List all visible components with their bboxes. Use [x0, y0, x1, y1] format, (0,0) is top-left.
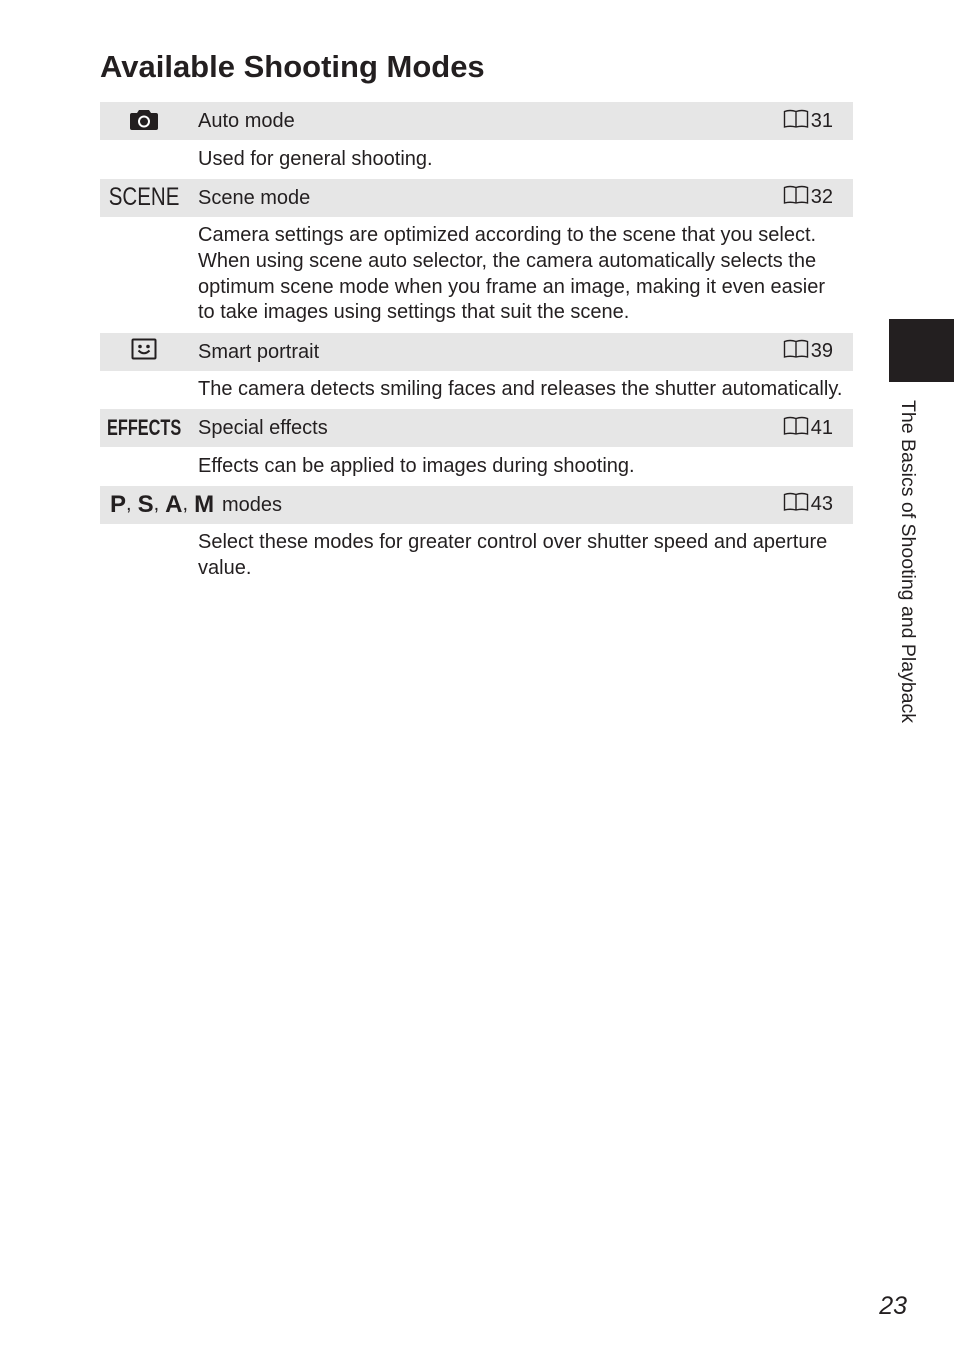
effects-mode-icon: EFFECTS [106, 415, 182, 441]
description-line: Effects can be applied to images during shooting. [198, 454, 635, 477]
camera-icon [130, 108, 158, 135]
mode-letter-m: M [194, 490, 215, 518]
mode-row-smart-portrait [100, 333, 853, 371]
mode-row-auto [100, 102, 853, 140]
page-title: Available Shooting Modes [100, 49, 485, 84]
mode-label: Special effects [198, 417, 328, 440]
mode-row-psam [100, 486, 853, 524]
mode-letter-s: S [137, 490, 154, 518]
description-line: When using scene auto selector, the camera automatically selects the [198, 249, 817, 272]
page-reference-number: 31 [810, 109, 833, 132]
mode-icon-cell [100, 102, 188, 140]
mode-description [100, 371, 853, 410]
mode-letter-p: P [110, 490, 127, 518]
book-icon [783, 338, 811, 365]
mode-label: Smart portrait [198, 340, 320, 363]
page-reference-number: 41 [810, 416, 833, 439]
description-line: to take images using settings that suit the scene. [198, 301, 630, 324]
page-reference-link[interactable] [783, 486, 833, 524]
mode-description [100, 524, 853, 588]
page-reference-link[interactable] [783, 333, 833, 371]
book-icon [783, 415, 811, 442]
smile-icon [131, 338, 157, 365]
scene-mode-icon: SCENE [108, 183, 180, 212]
mode-row-special-effects [100, 409, 853, 447]
separator: , [126, 493, 132, 516]
mode-letter-a: A [165, 490, 183, 518]
description-line: optimum scene mode when you frame an image, making it even easier [198, 275, 825, 298]
mode-icon-cell [100, 409, 188, 447]
mode-description [100, 217, 853, 333]
shooting-modes-table [100, 102, 853, 588]
mode-label: Scene mode [198, 186, 311, 209]
page-reference-link[interactable] [783, 409, 833, 447]
mode-description [100, 140, 853, 179]
description-line: Used for general shooting. [198, 147, 433, 170]
chapter-tab-label: The Basics of Shooting and Playback [897, 400, 919, 724]
description-line: value. [198, 557, 252, 580]
page-reference-link[interactable] [783, 102, 833, 140]
description-line: The camera detects smiling faces and releases the shutter automatically. [198, 378, 843, 401]
separator: , [182, 493, 189, 516]
separator: , [153, 493, 160, 516]
page-reference-number: 39 [810, 340, 833, 363]
description-line: Camera settings are optimized according to the scene that you select. [198, 224, 817, 247]
book-icon [783, 491, 811, 518]
psam-mode-icons [110, 486, 214, 524]
chapter-tab-marker [889, 319, 954, 382]
mode-label: modes [222, 493, 283, 516]
page-reference-number: 32 [810, 186, 833, 209]
book-icon [783, 184, 811, 211]
page-reference-link[interactable] [783, 179, 833, 217]
description-line: Select these modes for greater control over shutter speed and aperture [198, 531, 828, 554]
mode-icon-cell [100, 179, 188, 217]
page-number: 23 [879, 1292, 907, 1320]
mode-icon-cell [100, 333, 188, 371]
mode-label: Auto mode [198, 110, 295, 132]
mode-row-scene [100, 179, 853, 217]
book-icon [783, 108, 811, 135]
page-reference-number: 43 [810, 493, 833, 516]
mode-description [100, 447, 853, 486]
